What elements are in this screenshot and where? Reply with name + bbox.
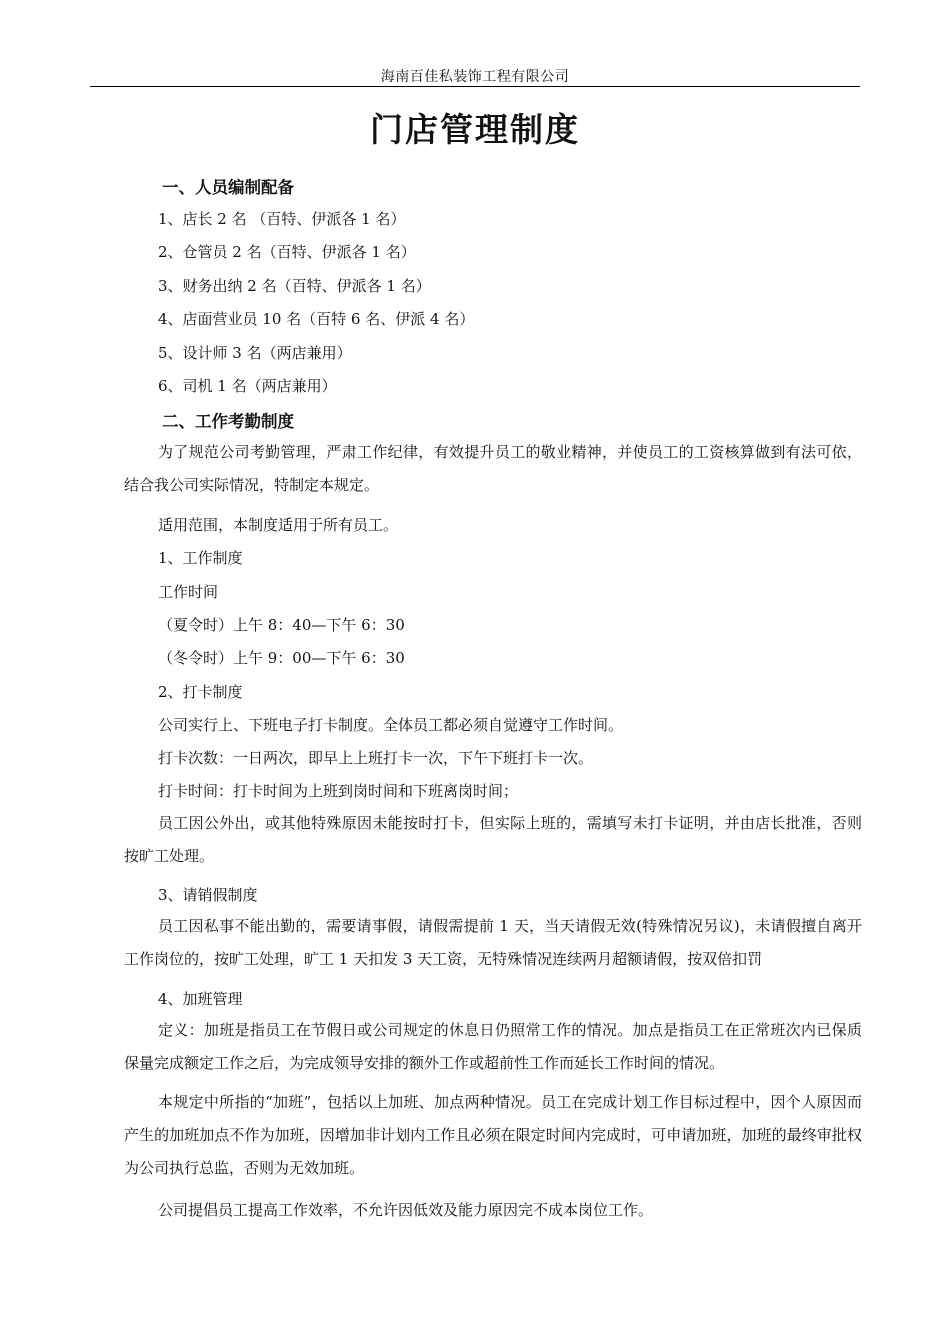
clock-exception-paragraph: 员工因公外出，或其他特殊原因未能按时打卡，但实际上班的，需填写未打卡证明，并由店长批准，否则按旷工处理。 [124,814,862,865]
work-system-heading: 1、工作制度 [158,549,243,567]
header-rule [90,86,860,87]
clock-line-3: 打卡时间：打卡时间为上班到岗时间和下班离岗时间； [158,782,519,800]
company-header: 海南百佳私装饰工程有限公司 [380,69,570,85]
attendance-intro: 为了规范公司考勤管理，严肃工作纪律，有效提升员工的敬业精神，并使员工的工资核算做到有法可依，结合我公司实际情况，特制定本规定。 [124,443,862,494]
overtime-definition: 定义：加班是指员工在节假日或公司规定的休息日仍照常工作的情况。加点是指员工在正常班次内已保质保量完成额定工作之后，为完成领导安排的额外工作或超前性工作而延长工作时间的情况。 [124,1021,862,1072]
section-heading-staffing: 一、人员编制配备 [162,178,294,197]
staff-item-1: 1、店长 2 名 （百特、伊派各 1 名） [158,210,406,228]
overtime-heading: 4、加班管理 [158,990,243,1008]
winter-hours: （冬令时）上午 9：00—下午 6：30 [158,649,405,667]
summer-hours: （夏令时）上午 8：40—下午 6：30 [158,616,405,634]
work-time-label: 工作时间 [158,583,219,601]
clock-line-2: 打卡次数：一日两次，即早上上班打卡一次，下午下班打卡一次。 [158,749,594,767]
staff-item-2: 2、仓管员 2 名（百特、伊派各 1 名） [158,243,416,261]
efficiency-line: 公司提倡员工提高工作效率，不允许因低效及能力原因完不成本岗位工作。 [158,1201,654,1219]
document-title: 门店管理制度 [370,110,580,149]
leave-paragraph: 员工因私事不能出勤的，需要请事假，请假需提前 1 天，当天请假无效(特殊情况另议)，未请假擅自离开工作岗位的，按旷工处理，旷工 1 天扣发 3 天工资，无特殊情况连续两月超额请假，按双倍扣罚 [124,917,862,968]
staff-item-5: 5、设计师 3 名（两店兼用） [158,344,352,362]
scope-line: 适用范围，本制度适用于所有员工。 [158,516,399,534]
clock-heading: 2、打卡制度 [158,683,243,701]
staff-item-6: 6、司机 1 名（两店兼用） [158,377,337,395]
section-heading-attendance: 二、工作考勤制度 [162,412,294,431]
clock-line-1: 公司实行上、下班电子打卡制度。全体员工都必须自觉遵守工作时间。 [158,716,624,734]
leave-heading: 3、请销假制度 [158,886,258,904]
overtime-rule: 本规定中所指的“加班”，包括以上加班、加点两种情况。员工在完成计划工作目标过程中，因个人原因而产生的加班加点不作为加班，因增加非计划内工作且必须在限定时间内完成时，可申请加班，加班的最终审批权为公司执行总监，否则为无效加班。 [124,1093,862,1177]
staff-item-3: 3、财务出纳 2 名（百特、伊派各 1 名） [158,277,431,295]
staff-item-4: 4、店面营业员 10 名（百特 6 名、伊派 4 名） [158,310,475,328]
